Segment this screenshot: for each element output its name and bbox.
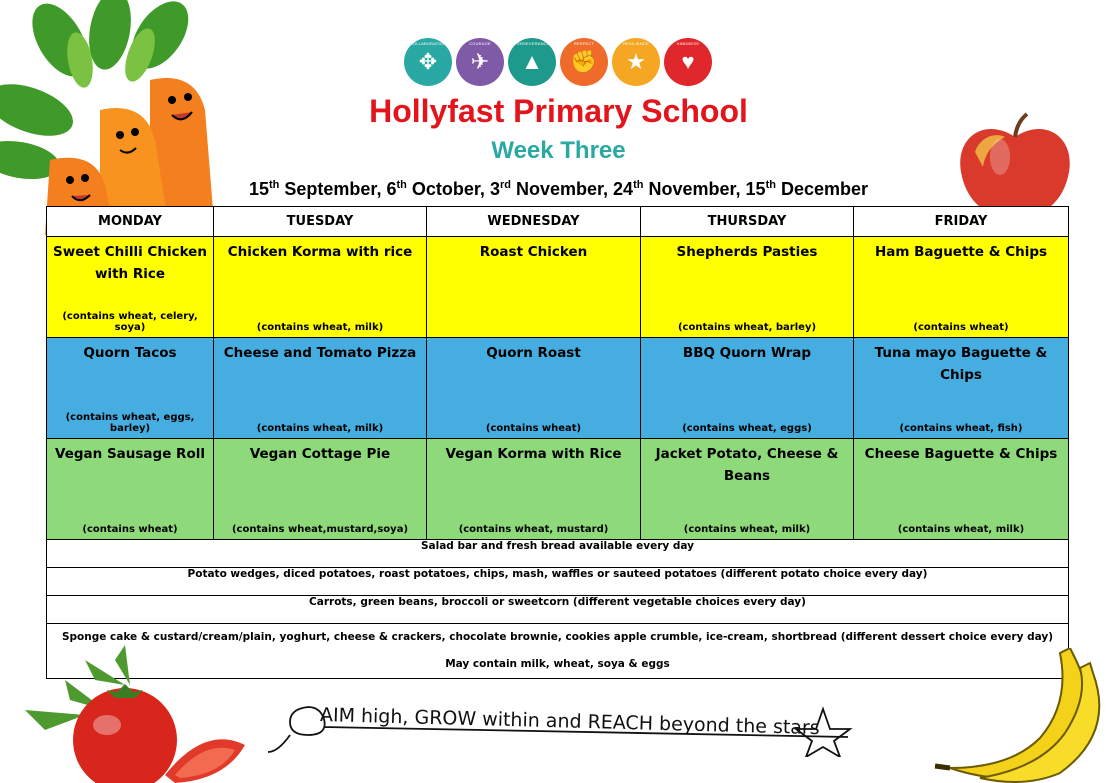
menu-cell	[47, 338, 214, 439]
allergen-info: (contains wheat)	[913, 322, 1009, 333]
heart-hands-icon: KINDNESS ♥	[664, 38, 712, 86]
date-day: 15	[745, 179, 766, 199]
allergen-info: (contains wheat)	[82, 524, 178, 535]
allergen-info: (contains wheat, milk)	[683, 524, 811, 535]
menu-cell	[47, 237, 214, 338]
star-person-icon: RESILIENCE ★	[612, 38, 660, 86]
info-cell	[47, 540, 1069, 568]
allergen-info: (contains wheat, milk)	[256, 423, 384, 434]
date-month: December	[780, 179, 869, 199]
value-label: COLLABORATION	[409, 41, 447, 46]
date-suffix: rd	[499, 179, 511, 191]
date-day: 3	[489, 179, 500, 199]
menu-cell	[214, 237, 427, 338]
allergen-info: (contains wheat, eggs, barley)	[65, 412, 195, 434]
value-label: PERSEVERANCE	[514, 41, 550, 46]
day-header: TUESDAY	[214, 207, 427, 237]
menu-row-green	[47, 439, 1069, 540]
date-suffix: th	[396, 179, 407, 191]
info-text: Sponge cake & custard/cream/plain, yoghurt, cheese & crackers, chocolate brownie, cookies apple crumble, ice-cream, shortbread (different dessert choice every day)	[61, 631, 1054, 643]
allergen-info: (contains wheat, celery, soya)	[62, 311, 198, 333]
info-row	[47, 540, 1069, 568]
value-label: KINDNESS	[676, 41, 700, 46]
allergen-info: (contains wheat, milk)	[897, 524, 1025, 535]
date-month: November	[515, 179, 604, 199]
allergen-info: (contains wheat, fish)	[899, 423, 1023, 434]
menu-cell	[214, 338, 427, 439]
info-text: Potato wedges, diced potatoes, roast potatoes, chips, mash, waffles or sauteed potatoes (different potato choice every day)	[187, 568, 928, 580]
date-day: 15	[248, 179, 269, 199]
dish-name: Sweet Chilli Chicken with Rice	[53, 244, 207, 282]
menu-row-yellow	[47, 237, 1069, 338]
menu-cell	[47, 439, 214, 540]
date-month: November	[648, 179, 736, 199]
menu-cell	[854, 338, 1069, 439]
date-suffix: th	[765, 179, 776, 191]
date-suffix: th	[633, 179, 644, 191]
dish-name: Cheese and Tomato Pizza	[223, 345, 417, 361]
menu-cell	[427, 439, 641, 540]
date-month: October	[411, 179, 480, 199]
tomato-illustration	[25, 640, 250, 783]
menu-cell	[641, 439, 854, 540]
date-month: September	[284, 179, 377, 199]
day-header: FRIDAY	[854, 207, 1069, 237]
dish-name: BBQ Quorn Wrap	[682, 345, 812, 361]
menu-cell	[854, 439, 1069, 540]
allergen-info: (contains wheat, mustard)	[458, 524, 609, 535]
menu-table	[46, 206, 1069, 679]
info-cell	[47, 568, 1069, 596]
menu-cell	[427, 237, 641, 338]
day-header: MONDAY	[47, 207, 214, 237]
dish-name: Tuna mayo Baguette & Chips	[874, 345, 1048, 383]
mountain-climb-icon: PERSEVERANCE ▲	[508, 38, 556, 86]
dish-name: Quorn Tacos	[83, 345, 177, 361]
value-label: RESILIENCE	[623, 41, 649, 46]
dish-name: Jacket Potato, Cheese & Beans	[655, 446, 839, 484]
day-header: THURSDAY	[641, 207, 854, 237]
dish-name: Roast Chicken	[479, 244, 588, 260]
date-separator: ,	[603, 179, 614, 199]
week-title: Week Three	[491, 137, 626, 164]
menu-cell	[641, 338, 854, 439]
allergen-info: (contains wheat,mustard,soya)	[231, 524, 409, 535]
date-suffix: th	[269, 179, 280, 191]
allergen-info: (contains wheat, eggs)	[682, 423, 812, 434]
allergen-info: (contains wheat, barley)	[677, 322, 817, 333]
menu-dates	[0, 173, 1117, 201]
handshake-circle-icon: COLLABORATION ✥	[404, 38, 452, 86]
allergen-info: (contains wheat, milk)	[256, 322, 384, 333]
banana-illustration	[930, 648, 1117, 783]
dish-name: Vegan Cottage Pie	[249, 446, 391, 462]
dish-name: Vegan Sausage Roll	[55, 446, 205, 462]
dish-name: Cheese Baguette & Chips	[864, 446, 1058, 462]
handshake-icon: RESPECT ✊	[560, 38, 608, 86]
school-values-icons	[404, 38, 714, 90]
value-label: RESPECT	[573, 41, 595, 46]
date-day: 6	[386, 179, 397, 199]
dish-name: Chicken Korma with rice	[227, 244, 413, 260]
menu-cell	[214, 439, 427, 540]
value-label: COURAGE	[469, 41, 491, 46]
date-day: 24	[613, 179, 634, 199]
day-header: WEDNESDAY	[427, 207, 641, 237]
allergen-info: (contains wheat)	[485, 423, 582, 434]
dish-name: Shepherds Pasties	[676, 244, 818, 260]
dish-name: Ham Baguette & Chips	[874, 244, 1048, 260]
dish-name: Vegan Korma with Rice	[445, 446, 622, 462]
info-row	[47, 568, 1069, 596]
day-header-row	[47, 207, 1069, 237]
date-separator: ,	[479, 179, 490, 199]
info-cell	[47, 596, 1069, 624]
info-text: Carrots, green beans, broccoli or sweetcorn (different vegetable choices every day)	[309, 596, 806, 608]
menu-cell	[854, 237, 1069, 338]
menu-row-blue	[47, 338, 1069, 439]
menu-cell	[427, 338, 641, 439]
menu-cell	[641, 237, 854, 338]
info-text: Salad bar and fresh bread available every day	[420, 540, 695, 552]
allergy-notice: May contain milk, wheat, soya & eggs	[445, 658, 670, 670]
date-separator: ,	[376, 179, 387, 199]
info-row	[47, 596, 1069, 624]
superhero-icon: COURAGE ✈	[456, 38, 504, 86]
school-name: Hollyfast Primary School	[369, 93, 748, 129]
dish-name: Quorn Roast	[486, 345, 581, 361]
motto-text: AIM high, GROW within and REACH beyond the stars	[319, 704, 820, 740]
date-separator: ,	[735, 179, 746, 199]
